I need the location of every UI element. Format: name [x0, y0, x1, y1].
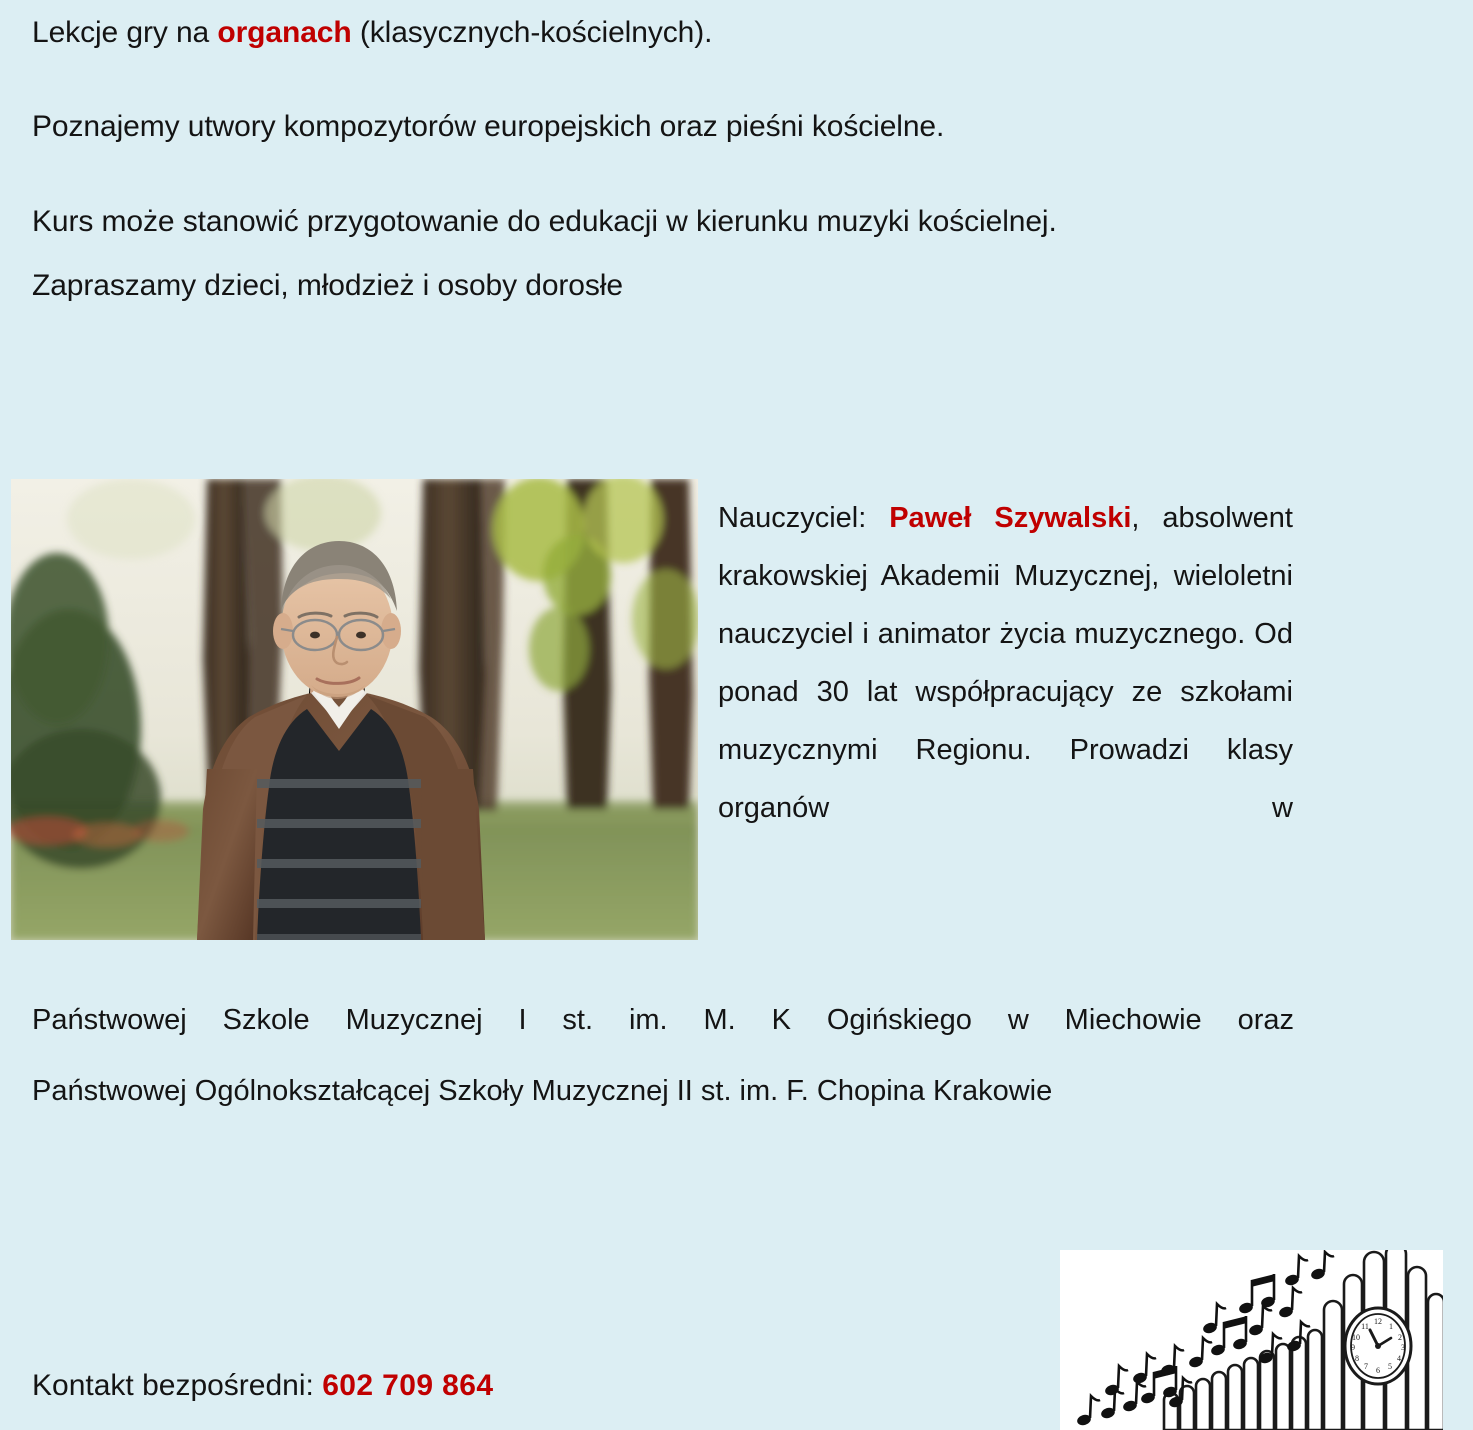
intro-text-block — [32, 14, 1332, 306]
teacher-bio-part-1: , absolwent krakowskiej Akademii Muzycznej, wieloletni nauczyciel i animator życia muzycznego. Od ponad 30 lat współpracujący ze szkołami muzycznymi Regionu. Prowadzi klasy organów w — [718, 502, 1293, 824]
contact-label: Kontakt bezpośredni: — [32, 1369, 323, 1402]
svg-text:4: 4 — [1397, 1354, 1401, 1363]
intro-line-1-suffix: (klasycznych-kościelnych). — [351, 16, 713, 49]
intro-line-1 — [32, 14, 1332, 52]
spacer — [32, 241, 1332, 267]
intro-line-1-highlight: organach — [217, 16, 352, 49]
svg-text:11: 11 — [1361, 1322, 1369, 1331]
svg-text:6: 6 — [1376, 1366, 1380, 1375]
svg-text:10: 10 — [1352, 1333, 1360, 1342]
teacher-bio-continuation — [32, 985, 1294, 1127]
svg-text:3: 3 — [1401, 1343, 1405, 1352]
teacher-bio-column — [718, 489, 1293, 837]
svg-text:9: 9 — [1351, 1343, 1355, 1352]
svg-text:8: 8 — [1355, 1354, 1359, 1363]
contact-phone-number[interactable]: 602 709 864 — [322, 1369, 494, 1402]
teacher-label: Nauczyciel: — [718, 502, 867, 534]
intro-line-2: Poznajemy utwory kompozytorów europejskich oraz pieśni kościelne. — [32, 110, 945, 144]
teacher-name: Paweł Szywalski — [889, 502, 1132, 534]
organ-logo-panel — [1060, 1250, 1443, 1430]
spacer — [32, 147, 1332, 203]
svg-text:2: 2 — [1398, 1333, 1402, 1342]
clock-face-icon — [1345, 1308, 1411, 1384]
teacher-bio-paragraph — [718, 489, 1293, 837]
teacher-bio-school-line-1: Państwowej Szkole Muzycznej I st. im. M. K Ogińskiego w Miechowie oraz — [32, 1004, 1294, 1036]
teacher-photo — [11, 479, 698, 940]
svg-text:5: 5 — [1388, 1362, 1392, 1371]
intro-line-1-prefix: Lekcje gry na — [32, 16, 218, 49]
spacer — [32, 52, 1332, 108]
svg-text:1: 1 — [1389, 1322, 1393, 1331]
teacher-bio-school-line-2: Państwowej Ogólnokształcącej Szkoły Muzycznej II st. im. F. Chopina Krakowie — [32, 1075, 1053, 1108]
svg-text:7: 7 — [1364, 1362, 1368, 1371]
teacher-photo-image — [11, 479, 698, 940]
svg-text:12: 12 — [1374, 1317, 1382, 1326]
intro-line-4: Zapraszamy dzieci, młodzież i osoby dorosłe — [32, 269, 623, 303]
contact-line — [32, 1368, 493, 1404]
organ-pipes-clock-logo-icon — [1060, 1250, 1443, 1430]
intro-line-3: Kurs może stanowić przygotowanie do edukacji w kierunku muzyki kościelnej. — [32, 204, 1057, 238]
